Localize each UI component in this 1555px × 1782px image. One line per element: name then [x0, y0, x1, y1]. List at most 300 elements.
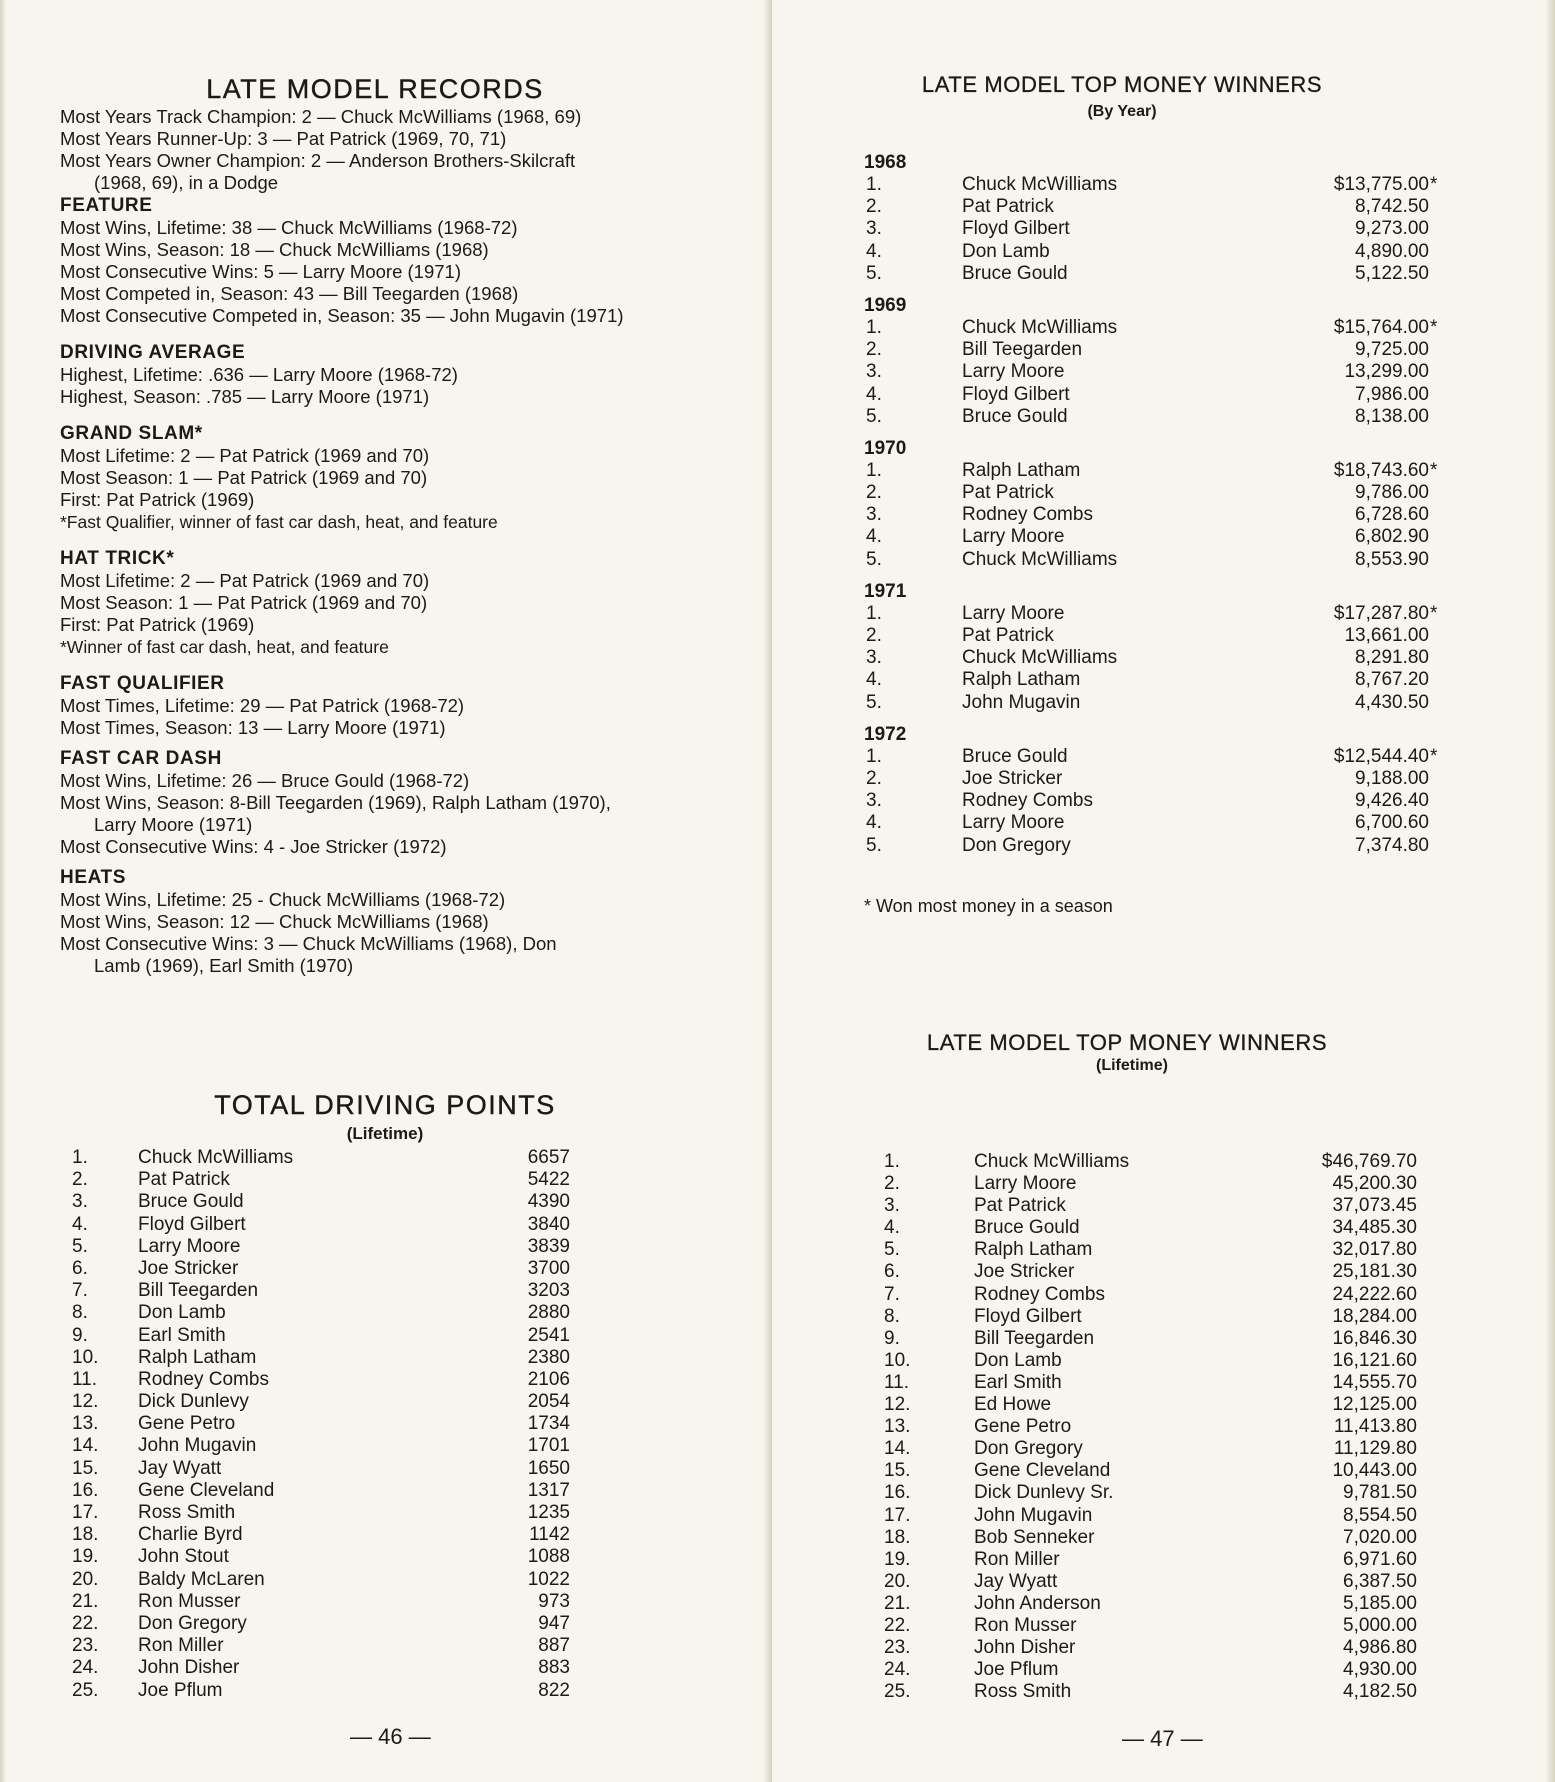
driver-name: Don Gregory: [138, 1612, 247, 1634]
rank: 17.: [884, 1504, 911, 1526]
points-value: 1317: [527, 1479, 570, 1501]
record-line: Most Wins, Season: 8-Bill Teegarden (1969), Ralph Latham (1970),: [60, 792, 611, 813]
year-heading: 1970: [864, 437, 907, 459]
rank: 18.: [72, 1524, 99, 1546]
table-row: [882, 1261, 1462, 1283]
table-row: [864, 603, 1454, 625]
rank: 1.: [866, 602, 882, 624]
record-line: Most Consecutive Wins: 3 — Chuck McWilliams (1968), Don: [60, 933, 557, 954]
rank: 19.: [884, 1548, 911, 1570]
money-amount: 8,554.50: [1343, 1504, 1417, 1526]
driver-name: Pat Patrick: [962, 196, 1054, 218]
money-amount: 5,185.00: [1343, 1592, 1417, 1614]
record-footnote: *Winner of fast car dash, heat, and feature: [60, 637, 389, 657]
money-amount: 6,700.60: [1355, 812, 1429, 834]
record-line: Most Consecutive Wins: 5 — Larry Moore (1971): [60, 261, 461, 282]
money-amount: 37,073.45: [1332, 1195, 1417, 1217]
rank: 5.: [72, 1235, 88, 1257]
points-table: [70, 1147, 570, 1702]
driver-name: Ron Musser: [138, 1590, 241, 1612]
points-value: 2380: [527, 1346, 570, 1368]
points-value: 1650: [527, 1457, 570, 1479]
driver-name: Floyd Gilbert: [962, 218, 1070, 240]
table-row: [882, 1615, 1462, 1637]
driver-name: Dick Dunlevy Sr.: [974, 1482, 1114, 1504]
points-value: 887: [538, 1635, 570, 1657]
table-row: [882, 1151, 1462, 1173]
rank: 8.: [72, 1302, 88, 1324]
driver-name: John Mugavin: [138, 1435, 257, 1457]
money-amount: 8,291.80: [1355, 647, 1429, 669]
rank: 2.: [866, 482, 882, 504]
table-row: [70, 1347, 570, 1369]
record-line: Most Lifetime: 2 — Pat Patrick (1969 and 70): [60, 445, 430, 466]
table-row: [882, 1328, 1462, 1350]
table-row: [70, 1236, 570, 1258]
points-value: 947: [538, 1612, 570, 1634]
page-edge-shadow: [1545, 0, 1555, 1782]
money-amount: $15,764.00: [1333, 316, 1429, 338]
money-amount: 4,930.00: [1343, 1659, 1417, 1681]
table-row: [70, 1191, 570, 1213]
rank: 25.: [884, 1681, 911, 1703]
driver-name: Ron Miller: [138, 1635, 224, 1657]
points-value: 1734: [527, 1413, 570, 1435]
record-line-continued: Larry Moore (1971): [94, 814, 253, 835]
rank: 15.: [884, 1460, 911, 1482]
driver-name: Chuck McWilliams: [138, 1147, 294, 1168]
money-amount: 5,000.00: [1343, 1614, 1417, 1636]
driver-name: Joe Pflum: [974, 1659, 1059, 1681]
rank: 23.: [72, 1635, 99, 1657]
driver-name: Bob Senneker: [974, 1526, 1095, 1548]
table-row: [70, 1480, 570, 1502]
points-value: 973: [538, 1590, 570, 1612]
season-leader-mark: *: [1430, 316, 1438, 338]
rank: 11.: [72, 1368, 98, 1390]
points-title: TOTAL DRIVING POINTS: [214, 1090, 556, 1120]
driver-name: John Disher: [138, 1657, 240, 1679]
money-amount: 7,986.00: [1355, 383, 1429, 405]
table-row: [864, 504, 1454, 526]
points-value: 1701: [527, 1435, 570, 1457]
table-row: [864, 812, 1454, 834]
table-row: [882, 1306, 1462, 1328]
rank: 1.: [866, 174, 882, 195]
rank: 4.: [866, 383, 882, 405]
driver-name: Bruce Gould: [962, 262, 1068, 284]
table-row: [882, 1416, 1462, 1438]
record-line: First: Pat Patrick (1969): [60, 614, 255, 635]
rank: 16.: [884, 1482, 911, 1504]
table-row: [882, 1350, 1462, 1372]
record-line-continued: Lamb (1969), Earl Smith (1970): [94, 955, 354, 976]
table-row: [882, 1482, 1462, 1504]
rank: 23.: [884, 1637, 911, 1659]
record-heading: HAT TRICK*: [60, 548, 175, 569]
driver-name: Floyd Gilbert: [962, 383, 1070, 405]
table-row: [882, 1372, 1462, 1394]
points-value: 2106: [527, 1368, 570, 1390]
table-row: [70, 1169, 570, 1191]
driver-name: John Mugavin: [962, 691, 1081, 713]
driver-name: Ron Musser: [974, 1614, 1077, 1636]
money-amount: 11,129.80: [1333, 1438, 1417, 1460]
table-row: [864, 746, 1454, 768]
rank: 3.: [866, 504, 882, 526]
money-amount: $13,775.00: [1333, 174, 1429, 195]
money-amount: 4,430.50: [1355, 691, 1429, 713]
money-amount: 9,188.00: [1355, 767, 1429, 789]
rank: 3.: [884, 1195, 900, 1217]
driver-name: John Disher: [974, 1637, 1076, 1659]
driver-name: Pat Patrick: [974, 1195, 1066, 1217]
record-line: Most Lifetime: 2 — Pat Patrick (1969 and 70): [60, 570, 430, 591]
record-line: Most Consecutive Competed in, Season: 35 — John Mugavin (1971): [60, 305, 624, 326]
rank: 5.: [884, 1239, 900, 1261]
rank: 21.: [72, 1590, 99, 1612]
rank: 4.: [866, 669, 882, 691]
driver-name: Ralph Latham: [962, 459, 1081, 481]
record-heading: GRAND SLAM*: [60, 423, 203, 444]
driver-name: Earl Smith: [138, 1324, 226, 1346]
rank: 3.: [866, 218, 882, 240]
driver-name: Pat Patrick: [962, 482, 1054, 504]
money-amount: 7,374.80: [1355, 834, 1429, 856]
record-line: Most Years Owner Champion: 2 — Anderson Brothers-Skilcraft: [60, 150, 576, 171]
money-amount: 4,890.00: [1355, 240, 1429, 262]
driver-name: Chuck McWilliams: [974, 1151, 1130, 1172]
money-amount: 14,555.70: [1332, 1371, 1417, 1393]
money-amount: 25,181.30: [1332, 1261, 1417, 1283]
record-line-continued: (1968, 69), in a Dodge: [94, 172, 279, 193]
rank: 14.: [884, 1438, 911, 1460]
rank: 1.: [866, 459, 882, 481]
rank: 10.: [72, 1346, 99, 1368]
driver-name: Joe Pflum: [138, 1679, 223, 1701]
driver-name: Earl Smith: [974, 1371, 1062, 1393]
money-amount: 45,200.30: [1332, 1173, 1417, 1195]
money-amount: 34,485.30: [1332, 1217, 1417, 1239]
rank: 1.: [72, 1147, 88, 1168]
table-row: [70, 1435, 570, 1457]
table-row: [864, 361, 1454, 383]
record-heading: FEATURE: [60, 195, 153, 216]
rank: 21.: [884, 1592, 911, 1614]
driver-name: Gene Cleveland: [138, 1479, 275, 1501]
record-line: Most Wins, Season: 18 — Chuck McWilliams (1968): [60, 239, 489, 260]
table-row: [70, 1391, 570, 1413]
table-row: [864, 174, 1454, 196]
table-row: [864, 669, 1454, 691]
rank: 8.: [884, 1305, 900, 1327]
table-row: [864, 263, 1454, 285]
record-line: Most Wins, Season: 12 — Chuck McWilliams (1968): [60, 911, 489, 932]
year-heading: 1972: [864, 723, 907, 745]
driver-name: Baldy McLaren: [138, 1568, 265, 1590]
page-number-right: — 47 —: [1122, 1726, 1203, 1751]
rank: 7.: [884, 1283, 900, 1305]
driver-name: John Anderson: [974, 1592, 1101, 1614]
money-amount: 9,781.50: [1343, 1482, 1417, 1504]
points-value: 2541: [527, 1324, 570, 1346]
points-value: 883: [538, 1657, 570, 1679]
driver-name: Larry Moore: [962, 526, 1065, 548]
table-row: [882, 1637, 1462, 1659]
driver-name: Rodney Combs: [138, 1368, 269, 1390]
table-row: [882, 1173, 1462, 1195]
rank: 12.: [884, 1394, 911, 1416]
year-block: [864, 724, 1454, 857]
money-amount: 4,182.50: [1343, 1681, 1417, 1703]
records-title: LATE MODEL RECORDS: [206, 74, 544, 104]
rank: 22.: [884, 1614, 911, 1636]
driver-name: Floyd Gilbert: [138, 1213, 246, 1235]
table-row: [882, 1460, 1462, 1482]
driver-name: Ross Smith: [138, 1502, 236, 1523]
rank: 19.: [72, 1546, 99, 1568]
driver-name: Don Lamb: [962, 240, 1050, 262]
driver-name: Joe Stricker: [974, 1261, 1075, 1283]
points-subtitle: (Lifetime): [346, 1124, 424, 1143]
table-row: [70, 1147, 570, 1169]
money-amount: $18,743.60: [1333, 459, 1429, 481]
rank: 16.: [72, 1479, 99, 1501]
driver-name: Larry Moore: [962, 812, 1065, 834]
rank: 13.: [884, 1416, 911, 1438]
money-by-year-title: LATE MODEL TOP MONEY WINNERS: [921, 72, 1323, 97]
money-amount: 6,387.50: [1343, 1570, 1417, 1592]
money-amount: 9,725.00: [1355, 339, 1429, 361]
year-heading: 1969: [864, 294, 907, 316]
driver-name: Chuck McWilliams: [962, 647, 1118, 669]
table-row: [864, 549, 1454, 571]
table-row: [70, 1524, 570, 1546]
rank: 5.: [866, 691, 882, 713]
record-heading: FAST CAR DASH: [60, 748, 222, 769]
table-row: [882, 1239, 1462, 1261]
table-row: [882, 1438, 1462, 1460]
money-lifetime-table: [882, 1151, 1462, 1703]
rank: 15.: [72, 1457, 99, 1479]
money-amount: 8,742.50: [1355, 196, 1429, 218]
table-row: [70, 1369, 570, 1391]
money-amount: $17,287.80: [1333, 602, 1429, 624]
driver-name: Bruce Gould: [138, 1191, 244, 1213]
table-row: [882, 1284, 1462, 1306]
money-amount: 13,299.00: [1344, 361, 1429, 383]
rank: 3.: [866, 790, 882, 812]
money-amount: 24,222.60: [1332, 1283, 1417, 1305]
record-line: Highest, Lifetime: .636 — Larry Moore (1968-72): [60, 364, 458, 385]
driver-name: Jay Wyatt: [138, 1457, 222, 1479]
driver-name: Dick Dunlevy: [138, 1391, 249, 1413]
rank: 2.: [72, 1169, 88, 1191]
money-lifetime-subtitle: (Lifetime): [1096, 1057, 1168, 1074]
rank: 5.: [866, 262, 882, 284]
driver-name: Charlie Byrd: [138, 1524, 243, 1546]
driver-name: Don Lamb: [974, 1349, 1062, 1371]
money-amount: 8,553.90: [1355, 548, 1429, 570]
money-amount: $46,769.70: [1321, 1151, 1417, 1172]
table-row: [70, 1258, 570, 1280]
money-amount: 6,728.60: [1355, 504, 1429, 526]
points-value: 1022: [527, 1568, 570, 1590]
driver-name: Ross Smith: [974, 1681, 1072, 1703]
driver-name: Larry Moore: [962, 602, 1065, 624]
rank: 3.: [866, 647, 882, 669]
record-heading: HEATS: [60, 867, 126, 888]
rank: 7.: [72, 1280, 88, 1302]
record-line: Most Season: 1 — Pat Patrick (1969 and 70): [60, 467, 428, 488]
rank: 18.: [884, 1526, 911, 1548]
table-row: [864, 647, 1454, 669]
year-block: [864, 152, 1454, 285]
points-value: 5422: [527, 1169, 570, 1191]
rank: 5.: [866, 548, 882, 570]
rank: 2.: [866, 196, 882, 218]
points-value: 1088: [527, 1546, 570, 1568]
table-row: [864, 384, 1454, 406]
money-amount: 32,017.80: [1332, 1239, 1417, 1261]
table-row: [882, 1681, 1462, 1703]
table-row: [70, 1657, 570, 1679]
driver-name: Gene Petro: [974, 1416, 1072, 1438]
table-row: [882, 1195, 1462, 1217]
driver-name: Joe Stricker: [138, 1257, 239, 1279]
money-amount: 11,413.80: [1333, 1416, 1417, 1438]
rank: 17.: [72, 1502, 99, 1523]
table-row: [70, 1569, 570, 1591]
money-amount: 5,122.50: [1355, 262, 1429, 284]
money-amount: 8,767.20: [1355, 669, 1429, 691]
driver-name: John Stout: [138, 1546, 229, 1568]
table-row: [70, 1546, 570, 1568]
table-row: [864, 790, 1454, 812]
driver-name: Chuck McWilliams: [962, 174, 1118, 195]
record-footnote: *Fast Qualifier, winner of fast car dash, heat, and feature: [60, 512, 498, 532]
year-block: [864, 581, 1454, 714]
left-page: [0, 0, 770, 1782]
season-leader-mark: *: [1430, 174, 1438, 195]
points-value: 822: [538, 1679, 570, 1701]
driver-name: Rodney Combs: [962, 790, 1093, 812]
driver-name: Joe Stricker: [962, 767, 1063, 789]
money-by-year-subtitle: (By Year): [1087, 103, 1157, 120]
table-row: [882, 1394, 1462, 1416]
table-row: [882, 1527, 1462, 1549]
points-value: 3700: [527, 1257, 570, 1279]
driver-name: Pat Patrick: [962, 625, 1054, 646]
table-row: [864, 460, 1454, 482]
table-row: [70, 1458, 570, 1480]
money-amount: 13,661.00: [1344, 625, 1429, 646]
driver-name: Gene Petro: [138, 1413, 236, 1435]
driver-name: Bruce Gould: [974, 1217, 1080, 1239]
record-line: Most Times, Season: 13 — Larry Moore (1971): [60, 717, 446, 738]
year-heading: 1971: [864, 580, 907, 602]
money-lifetime-title: LATE MODEL TOP MONEY WINNERS: [926, 1030, 1328, 1055]
rank: 4.: [72, 1213, 88, 1235]
rank: 20.: [72, 1568, 99, 1590]
season-leader-mark: *: [1430, 745, 1438, 767]
driver-name: Ron Miller: [974, 1548, 1060, 1570]
table-row: [882, 1593, 1462, 1615]
table-row: [864, 339, 1454, 361]
rank: 11.: [884, 1371, 910, 1393]
driver-name: Larry Moore: [974, 1173, 1077, 1195]
season-leader-mark: *: [1430, 459, 1438, 481]
points-value: 3203: [527, 1280, 570, 1302]
driver-name: Chuck McWilliams: [962, 316, 1118, 338]
points-value: 1235: [527, 1502, 570, 1523]
record-line: Most Wins, Lifetime: 25 - Chuck McWilliams (1968-72): [60, 889, 506, 910]
right-page: [772, 0, 1555, 1782]
rank: 6.: [72, 1257, 88, 1279]
driver-name: Rodney Combs: [962, 504, 1093, 526]
rank: 5.: [866, 405, 882, 427]
rank: 2.: [866, 767, 882, 789]
table-row: [864, 835, 1454, 857]
table-row: [70, 1280, 570, 1302]
page-edge-shadow: [0, 0, 6, 1782]
record-line: Most Years Runner-Up: 3 — Pat Patrick (1969, 70, 71): [60, 128, 507, 149]
money-amount: 12,125.00: [1332, 1394, 1417, 1416]
rank: 1.: [866, 745, 882, 767]
money-amount: 8,138.00: [1355, 405, 1429, 427]
driver-name: Ralph Latham: [138, 1346, 257, 1368]
rank: 13.: [72, 1413, 99, 1435]
table-row: [864, 526, 1454, 548]
driver-name: Ed Howe: [974, 1394, 1052, 1416]
driver-name: John Mugavin: [974, 1504, 1093, 1526]
table-row: [70, 1635, 570, 1657]
money-amount: 6,802.90: [1355, 526, 1429, 548]
season-leader-mark: *: [1430, 602, 1438, 624]
year-heading: 1968: [864, 152, 907, 173]
rank: 2.: [866, 625, 882, 646]
table-row: [70, 1214, 570, 1236]
record-line: Highest, Season: .785 — Larry Moore (1971): [60, 386, 430, 407]
rank: 24.: [72, 1657, 99, 1679]
table-row: [864, 241, 1454, 263]
driver-name: Pat Patrick: [138, 1169, 230, 1191]
money-footnote: * Won most money in a season: [864, 896, 1113, 916]
year-block: [864, 438, 1454, 571]
rank: 4.: [866, 240, 882, 262]
table-row: [864, 317, 1454, 339]
table-row: [882, 1505, 1462, 1527]
driver-name: Bill Teegarden: [974, 1327, 1095, 1349]
table-row: [882, 1549, 1462, 1571]
money-amount: 9,786.00: [1355, 482, 1429, 504]
record-line: Most Wins, Lifetime: 38 — Chuck McWilliams (1968-72): [60, 217, 518, 238]
table-row: [864, 406, 1454, 428]
rank: 20.: [884, 1570, 911, 1592]
rank: 24.: [884, 1659, 911, 1681]
money-amount: 10,443.00: [1332, 1460, 1417, 1482]
rank: 3.: [72, 1191, 88, 1213]
rank: 4.: [866, 526, 882, 548]
record-heading: DRIVING AVERAGE: [60, 342, 246, 363]
table-row: [70, 1502, 570, 1524]
rank: 1.: [866, 316, 882, 338]
driver-name: Chuck McWilliams: [962, 548, 1118, 570]
rank: 1.: [884, 1151, 900, 1172]
driver-name: Don Lamb: [138, 1302, 226, 1324]
money-amount: 7,020.00: [1343, 1526, 1417, 1548]
rank: 2.: [884, 1173, 900, 1195]
